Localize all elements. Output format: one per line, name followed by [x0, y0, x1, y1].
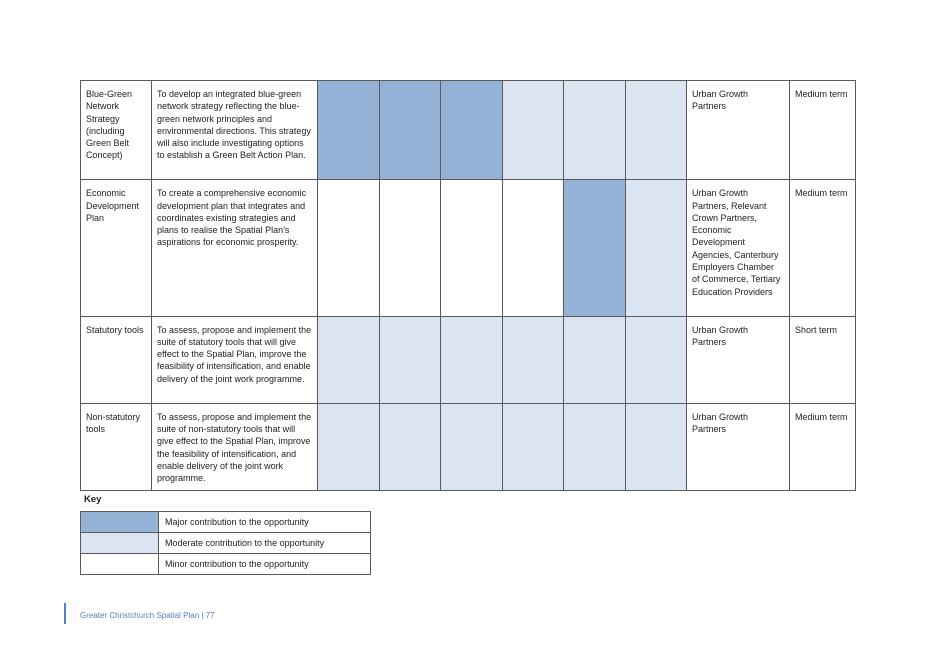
opportunity-name: Economic Development Plan — [81, 180, 152, 316]
key-row — [81, 554, 371, 575]
opportunity-name: Blue-Green Network Strategy (including Green Belt Concept) — [81, 81, 152, 180]
contribution-cell-moderate — [441, 316, 503, 403]
table-row — [81, 180, 856, 316]
contribution-cell-major — [380, 81, 441, 180]
key-label: Minor contribution to the opportunity — [159, 554, 371, 575]
key-swatch-major — [81, 512, 159, 533]
contribution-cell-moderate — [441, 403, 503, 490]
contribution-cell-minor — [441, 180, 503, 316]
contribution-cell-moderate — [564, 403, 626, 490]
contribution-cell-moderate — [380, 316, 441, 403]
timeframe-cell: Medium term — [790, 403, 856, 490]
contribution-cell-moderate — [626, 81, 687, 180]
partners-cell: Urban Growth Partners — [687, 316, 790, 403]
contribution-cell-moderate — [626, 403, 687, 490]
opportunity-description: To create a comprehensive economic development plan that integrates and coordinates existing strategies and plans to realise the Spatial Plan’s aspirations for economic prosperity. — [152, 180, 318, 316]
contribution-cell-minor — [318, 180, 380, 316]
partners-cell: Urban Growth Partners — [687, 81, 790, 180]
timeframe-cell: Short term — [790, 316, 856, 403]
contribution-cell-moderate — [564, 316, 626, 403]
opportunity-description: To assess, propose and implement the suite of non-statutory tools that will give effect to the Spatial Plan, improve the feasibility of intensification, and enable delivery of the joint work programme. — [152, 403, 318, 490]
partners-cell: Urban Growth Partners — [687, 403, 790, 490]
timeframe-cell: Medium term — [790, 180, 856, 316]
key-swatch-minor — [81, 554, 159, 575]
table-row — [81, 316, 856, 403]
contribution-cell-moderate — [626, 316, 687, 403]
key-label: Moderate contribution to the opportunity — [159, 533, 371, 554]
opportunities-table — [80, 80, 856, 491]
table-row — [81, 81, 856, 180]
opportunity-name: Statutory tools — [81, 316, 152, 403]
key-body — [81, 512, 371, 575]
table-body — [81, 81, 856, 491]
contribution-cell-moderate — [318, 316, 380, 403]
footer-accent-bar — [64, 603, 66, 624]
contribution-cell-major — [564, 180, 626, 316]
timeframe-cell: Medium term — [790, 81, 856, 180]
contribution-cell-moderate — [318, 403, 380, 490]
key-row — [81, 512, 371, 533]
key-swatch-moderate — [81, 533, 159, 554]
contribution-cell-moderate — [503, 316, 564, 403]
opportunity-description: To assess, propose and implement the suite of statutory tools that will give effect to the Spatial Plan, improve the feasibility of intensification, and enable delivery of the joint work programme. — [152, 316, 318, 403]
contribution-cell-major — [441, 81, 503, 180]
contribution-cell-moderate — [380, 403, 441, 490]
contribution-cell-major — [318, 81, 380, 180]
contribution-cell-moderate — [626, 180, 687, 316]
opportunity-description: To develop an integrated blue-green network strategy reflecting the blue-green network principles and environmental directions. This strategy will also include investigating options to establish a Green Belt Action Plan. — [152, 81, 318, 180]
key-label: Major contribution to the opportunity — [159, 512, 371, 533]
table-row — [81, 403, 856, 490]
contribution-cell-moderate — [503, 81, 564, 180]
footer-page-label: Greater Christchurch Spatial Plan | 77 — [80, 611, 215, 620]
key-table — [80, 511, 371, 575]
contribution-cell-moderate — [564, 81, 626, 180]
contribution-cell-moderate — [503, 403, 564, 490]
key-title: Key — [84, 494, 102, 505]
contribution-cell-minor — [380, 180, 441, 316]
partners-cell: Urban Growth Partners, Relevant Crown Partners, Economic Development Agencies, Canterbury Employers Chamber of Commerce, Tertiary Education Providers — [687, 180, 790, 316]
contribution-cell-minor — [503, 180, 564, 316]
opportunity-name: Non-statutory tools — [81, 403, 152, 490]
key-row — [81, 533, 371, 554]
